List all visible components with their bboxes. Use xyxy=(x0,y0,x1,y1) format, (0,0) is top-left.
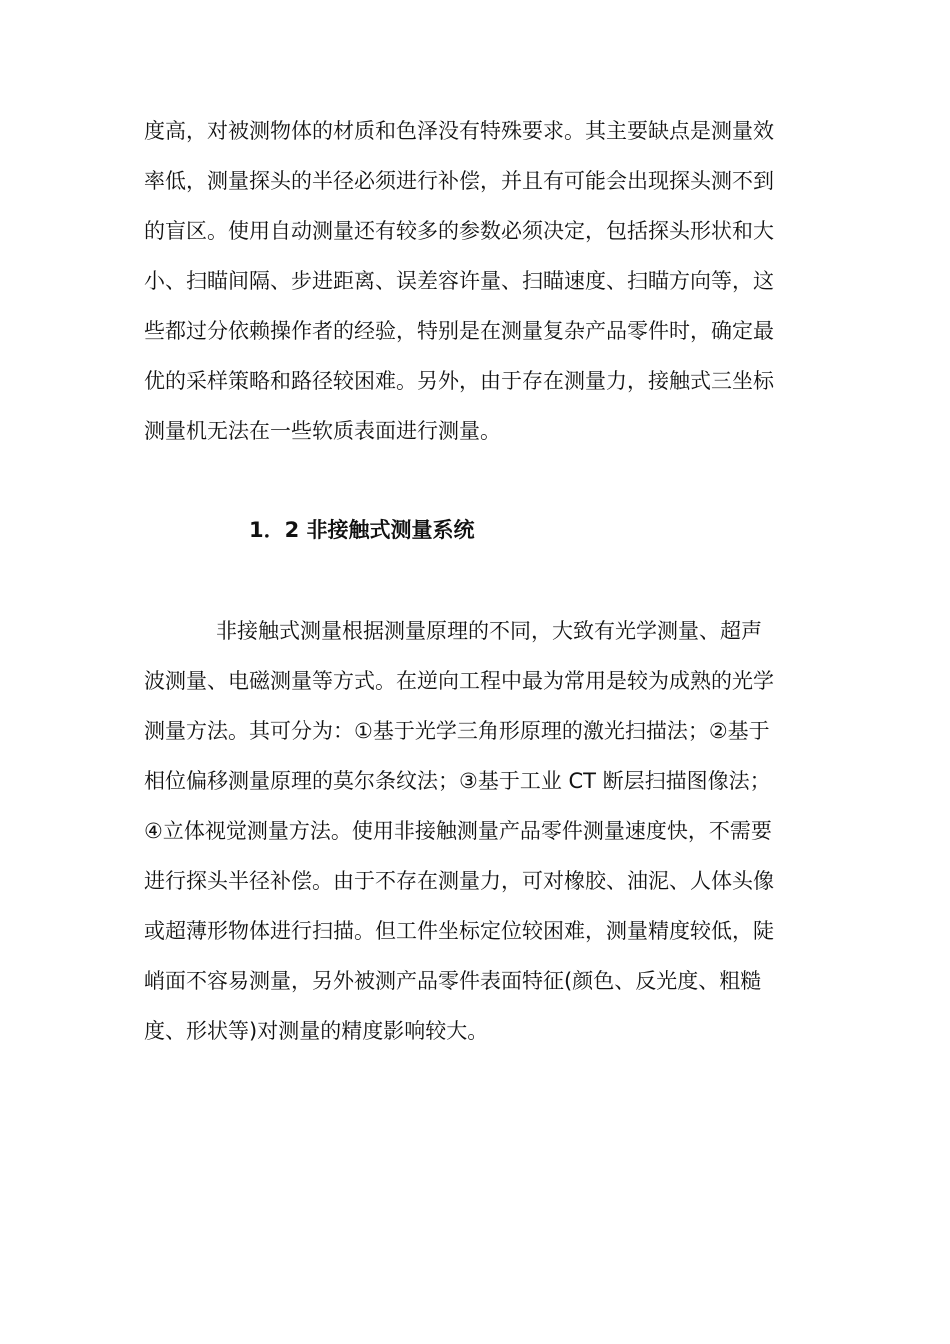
text-line: 测量方法。其可分为：①基于光学三角形原理的激光扫描法；②基于 xyxy=(144,719,770,743)
text-line: ④立体视觉测量方法。使用非接触测量产品零件测量速度快，不需要 xyxy=(144,819,772,843)
text-line: 率低，测量探头的半径必须进行补偿，并且有可能会出现探头测不到 xyxy=(144,169,774,193)
text-line: 测量机无法在一些软质表面进行测量。 xyxy=(144,419,501,443)
text-line: 些都过分依赖操作者的经验，特别是在测量复杂产品零件时，确定最 xyxy=(144,319,774,343)
text-line: 波测量、电磁测量等方式。在逆向工程中最为常用是较为成熟的光学 xyxy=(144,669,774,693)
text-line: 度高，对被测物体的材质和色泽没有特殊要求。其主要缺点是测量效 xyxy=(144,119,774,143)
text-line: 非接触式测量根据测量原理的不同，大致有光学测量、超声 xyxy=(216,619,762,643)
text-line: 或超薄形物体进行扫描。但工件坐标定位较困难，测量精度较低，陡 xyxy=(144,919,774,943)
text-line: 进行探头半径补偿。由于不存在测量力，可对橡胶、油泥、人体头像 xyxy=(144,869,774,893)
text-line: 的盲区。使用自动测量还有较多的参数必须决定，包括探头形状和大 xyxy=(144,219,774,243)
text-line: 相位偏移测量原理的莫尔条纹法；③基于工业 CT 断层扫描图像法； xyxy=(144,769,771,793)
text-line: 小、扫瞄间隔、步进距离、误差容许量、扫瞄速度、扫瞄方向等，这 xyxy=(144,269,774,293)
section-heading: 1．2 非接触式测量系统 xyxy=(249,518,475,542)
text-line: 优的采样策略和路径较困难。另外，由于存在测量力，接触式三坐标 xyxy=(144,369,774,393)
text-line: 峭面不容易测量，另外被测产品零件表面特征(颜色、反光度、粗糙 xyxy=(144,969,762,993)
text-line: 度、形状等)对测量的精度影响较大。 xyxy=(144,1019,489,1043)
